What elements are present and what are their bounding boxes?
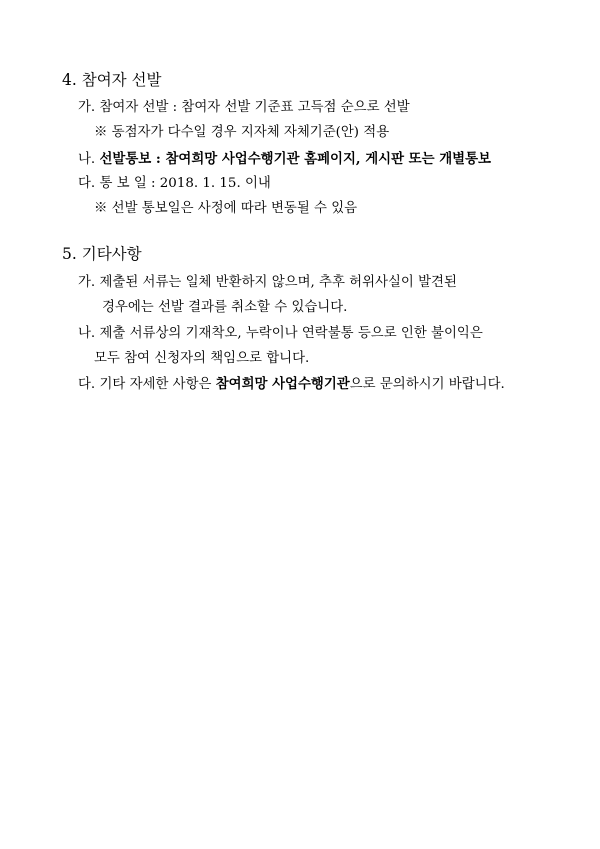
- section-5-item-documents-line2: 경우에는 선발 결과를 취소할 수 있습니다.: [102, 300, 348, 315]
- section-4-item-date-note: ※ 선발 통보일은 사정에 따라 변동될 수 있음: [94, 201, 358, 216]
- section-5-item-inquiry-prefix: 다. 기타 자세한 사항은: [78, 377, 216, 392]
- section-5-item-errors-line1: 나. 제출 서류상의 기재착오, 누락이나 연락불통 등으로 인한 불이익은: [78, 326, 483, 341]
- section-4-item-notification: [78, 150, 491, 169]
- section-5-item-inquiry-suffix: 으로 문의하시기 바랍니다.: [349, 377, 505, 392]
- section-5-item-documents-line1: 가. 제출된 서류는 일체 반환하지 않으며, 추후 허위사실이 발견된: [78, 275, 457, 290]
- section-5-item-inquiry-org: 참여희망 사업수행기관: [215, 376, 350, 392]
- section-4-item-notification-text: 선발통보 : 참여희망 사업수행기관 홈페이지, 게시판 또는 개별통보: [99, 151, 491, 167]
- section-5-item-inquiry: [78, 375, 505, 394]
- section-4-item-notification-prefix: 나.: [78, 152, 100, 167]
- section-4-item-date: 다. 통 보 일 : 2018. 1. 15. 이내: [78, 176, 271, 191]
- section-5-heading: 5. 기타사항: [62, 245, 142, 263]
- section-4-item-selection: 가. 참여자 선발 : 참여자 선발 기준표 고득점 순으로 선발: [78, 100, 410, 115]
- section-4-item-selection-note: ※ 동점자가 다수일 경우 지자체 자체기준(안) 적용: [94, 125, 390, 140]
- section-5-item-errors-line2: 모두 참여 신청자의 책임으로 합니다.: [94, 351, 310, 366]
- section-4-heading: 4. 참여자 선발: [62, 71, 162, 89]
